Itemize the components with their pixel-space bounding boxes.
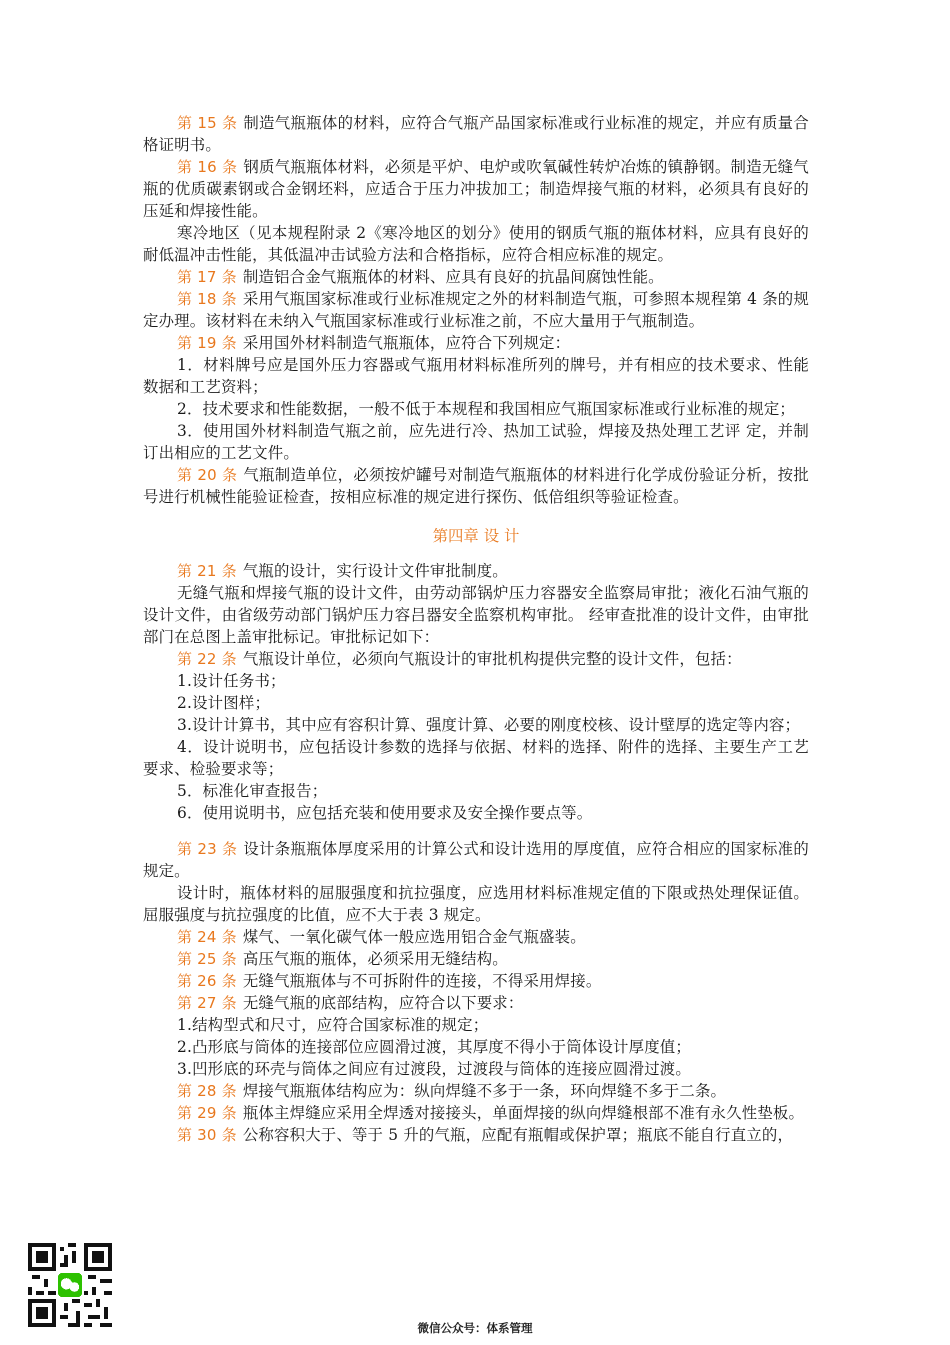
paragraph-text: 焊接气瓶瓶体结构应为：纵向焊缝不多于一条，环向焊缝不多于二条。 (242, 1082, 727, 1100)
section-design-continued (143, 838, 809, 1146)
paragraph (143, 222, 809, 266)
article-number: 第 18 条 (177, 290, 237, 308)
paragraph (143, 266, 809, 288)
paragraph (143, 354, 809, 398)
paragraph-text: 3.设计计算书，其中应有容积计算、强度计算、必要的刚度校核、设计壁厚的选定等内容； (177, 716, 801, 734)
article-number: 第 22 条 (177, 650, 237, 668)
paragraph-text: 采用国外材料制造气瓶瓶体，应符合下列规定： (242, 334, 571, 352)
article-number: 第 19 条 (177, 334, 237, 352)
paragraph-text: 2.凸形底与筒体的连接部位应圆滑过渡，其厚度不得小于筒体设计厚度值； (177, 1038, 691, 1056)
chapter-heading: 第四章 设 计 (432, 527, 520, 545)
paragraph-text: 2.设计图样； (177, 694, 271, 712)
article-number: 第 21 条 (177, 562, 237, 580)
article-number: 第 30 条 (177, 1126, 237, 1144)
article-number: 第 15 条 (177, 114, 238, 132)
paragraph-text: 煤气、一氧化碳气体一般应选用铝合金气瓶盛装。 (242, 928, 586, 946)
paragraph-text: 2．技术要求和性能数据，一般不低于本规程和我国相应气瓶国家标准或行业标准的规定； (177, 400, 796, 418)
paragraph-text: 无缝气瓶和焊接气瓶的设计文件，由劳动部锅炉压力容器安全监察局审批；液化石油气瓶的设计文件，由省级劳动部门锅炉压力容吕器安全监察机构审批。 经审查批准的设计文件，由审批部门在总图上盖审批标记。审批标记如下： (143, 584, 809, 646)
paragraph (143, 992, 809, 1014)
paragraph-text: 1．材料牌号应是国外压力容器或气瓶用材料标准所列的牌号，并有相应的技术要求、性能数据和工艺资料； (143, 356, 809, 396)
paragraph (143, 736, 809, 780)
paragraph (143, 670, 809, 692)
paragraph (143, 948, 809, 970)
paragraph (143, 288, 809, 332)
paragraph-text: 6．使用说明书，应包括充装和使用要求及安全操作要点等。 (177, 804, 593, 822)
paragraph (143, 332, 809, 354)
article-number: 第 27 条 (177, 994, 237, 1012)
section-design (143, 560, 809, 824)
paragraph (143, 560, 809, 582)
paragraph-text: 气瓶的设计，实行设计文件审批制度。 (242, 562, 508, 580)
article-number: 第 17 条 (177, 268, 237, 286)
paragraph-text: 制造气瓶瓶体的材料，应符合气瓶产品国家标准或行业标准的规定，并应有质量合格证明书。 (143, 114, 809, 154)
paragraph (143, 780, 809, 802)
paragraph-text: 3.凹形底的环壳与筒体之间应有过渡段，过渡段与筒体的连接应圆滑过渡。 (177, 1060, 691, 1078)
article-number: 第 24 条 (177, 928, 237, 946)
section-materials (143, 112, 809, 508)
paragraph (143, 1036, 809, 1058)
paragraph (143, 1102, 809, 1124)
paragraph-text: 4．设计说明书，应包括设计参数的选择与依据、材料的选择、附件的选择、主要生产工艺要求、检验要求等； (143, 738, 809, 778)
footer-wechat-account: 微信公众号：体系管理 (417, 1321, 533, 1335)
paragraph (143, 1080, 809, 1102)
paragraph (143, 970, 809, 992)
paragraph-text: 无缝气瓶瓶体与不可拆附件的连接，不得采用焊接。 (242, 972, 602, 990)
paragraph-text: 公称容积大于、等于 5 升的气瓶，应配有瓶帽或保护罩；瓶底不能自行直立的， (242, 1126, 794, 1144)
article-number: 第 20 条 (177, 466, 238, 484)
paragraph-text: 钢质气瓶瓶体材料，必须是平炉、电炉或吹氧碱性转炉冶炼的镇静钢。制造无缝气瓶的优质碳素钢或合金钢坯料，应适合于压力冲拔加工；制造焊接气瓶的材料，必须具有良好的压延和焊接性能。 (143, 158, 809, 220)
paragraph (143, 464, 809, 508)
paragraph (143, 1058, 809, 1080)
article-number: 第 23 条 (177, 840, 238, 858)
paragraph (143, 692, 809, 714)
paragraph-text: 高压气瓶的瓶体，必须采用无缝结构。 (242, 950, 508, 968)
paragraph-text: 设计时，瓶体材料的屈服强度和抗拉强度，应选用材料标准规定值的下限或热处理保证值。屈服强度与抗拉强度的比值，应不大于表 3 规定。 (143, 884, 809, 924)
paragraph (143, 926, 809, 948)
wechat-qr-code-icon (28, 1243, 112, 1327)
paragraph-text: 瓶体主焊缝应采用全焊透对接接头，单面焊接的纵向焊缝根部不准有永久性垫板。 (242, 1104, 805, 1122)
paragraph-text: 设计条瓶瓶体厚度采用的计算公式和设计选用的厚度值，应符合相应的国家标准的规定。 (143, 840, 809, 880)
paragraph (143, 838, 809, 882)
paragraph (143, 582, 809, 648)
paragraph-text: 制造铝合金气瓶瓶体的材料、应具有良好的抗晶间腐蚀性能。 (242, 268, 664, 286)
paragraph-text: 5．标准化审查报告； (177, 782, 328, 800)
article-number: 第 28 条 (177, 1082, 237, 1100)
document-body (143, 112, 809, 1146)
paragraph (143, 1014, 809, 1036)
paragraph-text: 无缝气瓶的底部结构，应符合以下要求： (242, 994, 524, 1012)
paragraph (143, 398, 809, 420)
paragraph-text: 采用气瓶国家标准或行业标准规定之外的材料制造气瓶，可参照本规程第 4 条的规定办理。该材料在未纳入气瓶国家标准或行业标准之前，不应大量用于气瓶制造。 (143, 290, 809, 330)
paragraph (143, 112, 809, 156)
paragraph (143, 156, 809, 222)
paragraph-text: 寒冷地区（见本规程附录 2《寒冷地区的划分》使用的钢质气瓶的瓶体材料，应具有良好的耐低温冲击性能，其低温冲击试验方法和合格指标，应符合相应标准的规定。 (143, 224, 809, 264)
article-number: 第 16 条 (177, 158, 238, 176)
paragraph-text: 气瓶制造单位，必须按炉罐号对制造气瓶瓶体的材料进行化学成份验证分析，按批号进行机械性能验证检查，按相应标准的规定进行探伤、低倍组织等验证检查。 (143, 466, 809, 506)
paragraph (143, 1124, 809, 1146)
article-number: 第 26 条 (177, 972, 237, 990)
paragraph-text: 气瓶设计单位，必须向气瓶设计的审批机构提供完整的设计文件，包括： (242, 650, 742, 668)
paragraph (143, 420, 809, 464)
paragraph (143, 882, 809, 926)
article-number: 第 29 条 (177, 1104, 237, 1122)
paragraph (143, 648, 809, 670)
paragraph (143, 802, 809, 824)
paragraph-text: 1.设计任务书； (177, 672, 286, 690)
paragraph-text: 1.结构型式和尺寸，应符合国家标准的规定； (177, 1016, 489, 1034)
paragraph (143, 714, 809, 736)
paragraph-text: 3．使用国外材料制造气瓶之前，应先进行冷、热加工试验，焊接及热处理工艺评 定，并制订出相应的工艺文件。 (143, 422, 809, 462)
article-number: 第 25 条 (177, 950, 237, 968)
